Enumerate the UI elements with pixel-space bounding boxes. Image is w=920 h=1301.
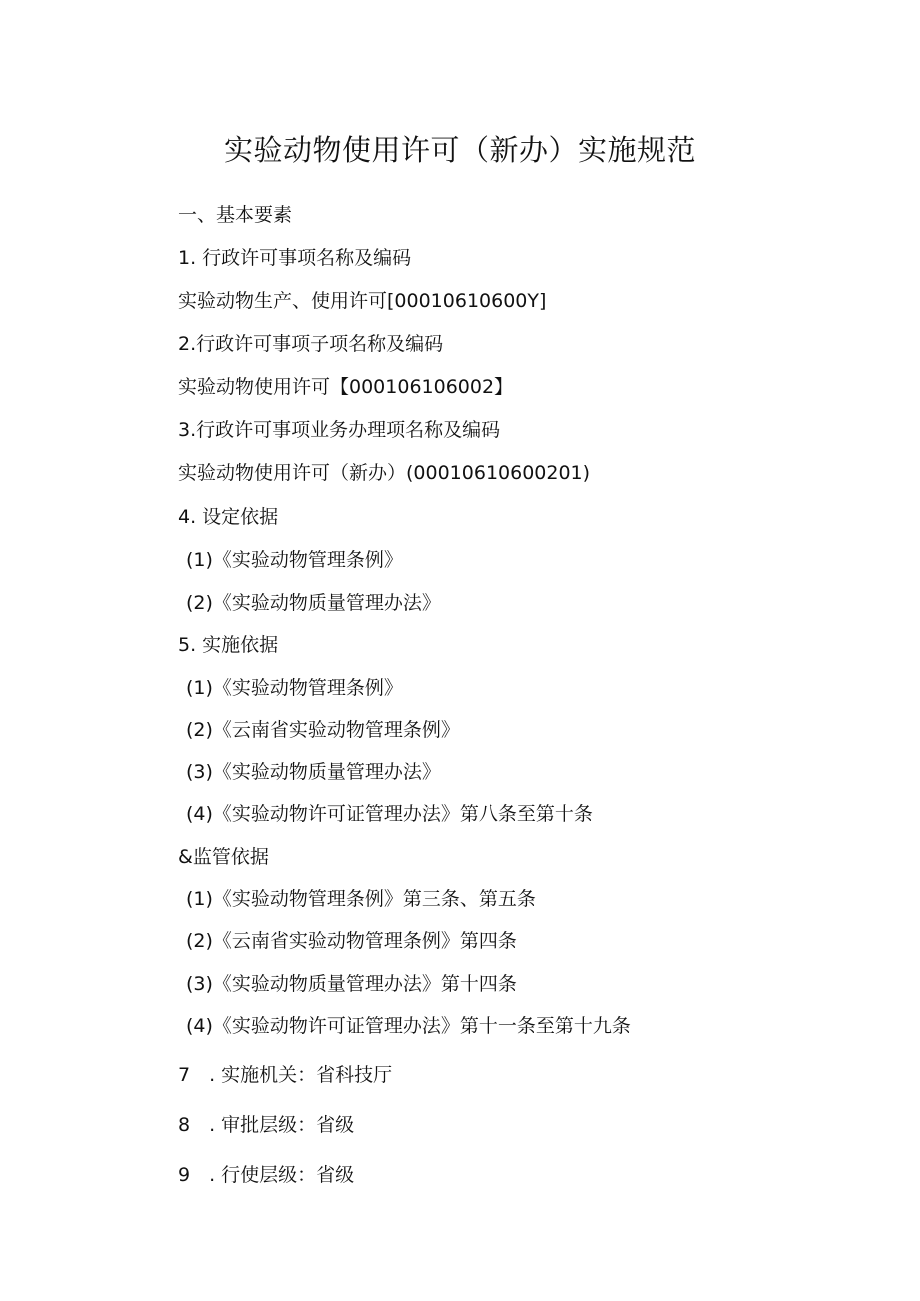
item-2-value: 实验动物使用许可【000106106002】	[178, 376, 514, 398]
item-5-list-entry: (4)《实验动物许可证管理办法》第八条至第十条	[186, 803, 593, 825]
item-6-list-entry: (3)《实验动物质量管理办法》第十四条	[186, 973, 517, 995]
item-4-list-entry: (1)《实验动物管理条例》	[186, 549, 403, 571]
item-6-list-entry: (1)《实验动物管理条例》第三条、第五条	[186, 888, 536, 910]
item-6-heading: &监管依据	[178, 846, 269, 868]
item-5-list-entry: (3)《实验动物质量管理办法》	[186, 761, 441, 783]
item-5-heading: 5. 实施依据	[178, 634, 279, 656]
item-5-list-entry: (1)《实验动物管理条例》	[186, 677, 403, 699]
item-4-heading: 4. 设定依据	[178, 506, 279, 528]
item-3-value: 实验动物使用许可（新办）(00010610600201)	[178, 462, 591, 484]
item-6-list-entry: (4)《实验动物许可证管理办法》第十一条至第十九条	[186, 1015, 631, 1037]
item-1-value: 实验动物生产、使用许可[00010610600Y]	[178, 290, 547, 312]
item-6-list-entry: (2)《云南省实验动物管理条例》第四条	[186, 930, 517, 952]
item-7-implementing-agency: 7 . 实施机关：省科技厅	[178, 1064, 393, 1086]
item-3-heading: 3.行政许可事项业务办理项名称及编码	[178, 419, 501, 441]
document-title: 实验动物使用许可（新办）实施规范	[223, 133, 696, 167]
item-9-exercise-level: 9 . 行使层级：省级	[178, 1164, 355, 1186]
item-1-heading: 1. 行政许可事项名称及编码	[178, 247, 412, 269]
item-4-list-entry: (2)《实验动物质量管理办法》	[186, 592, 441, 614]
item-2-heading: 2.行政许可事项子项名称及编码	[178, 333, 444, 355]
item-8-approval-level: 8 . 审批层级：省级	[178, 1114, 355, 1136]
item-5-list-entry: (2)《云南省实验动物管理条例》	[186, 719, 460, 741]
section-heading-basic-elements: 一、基本要素	[178, 204, 293, 226]
